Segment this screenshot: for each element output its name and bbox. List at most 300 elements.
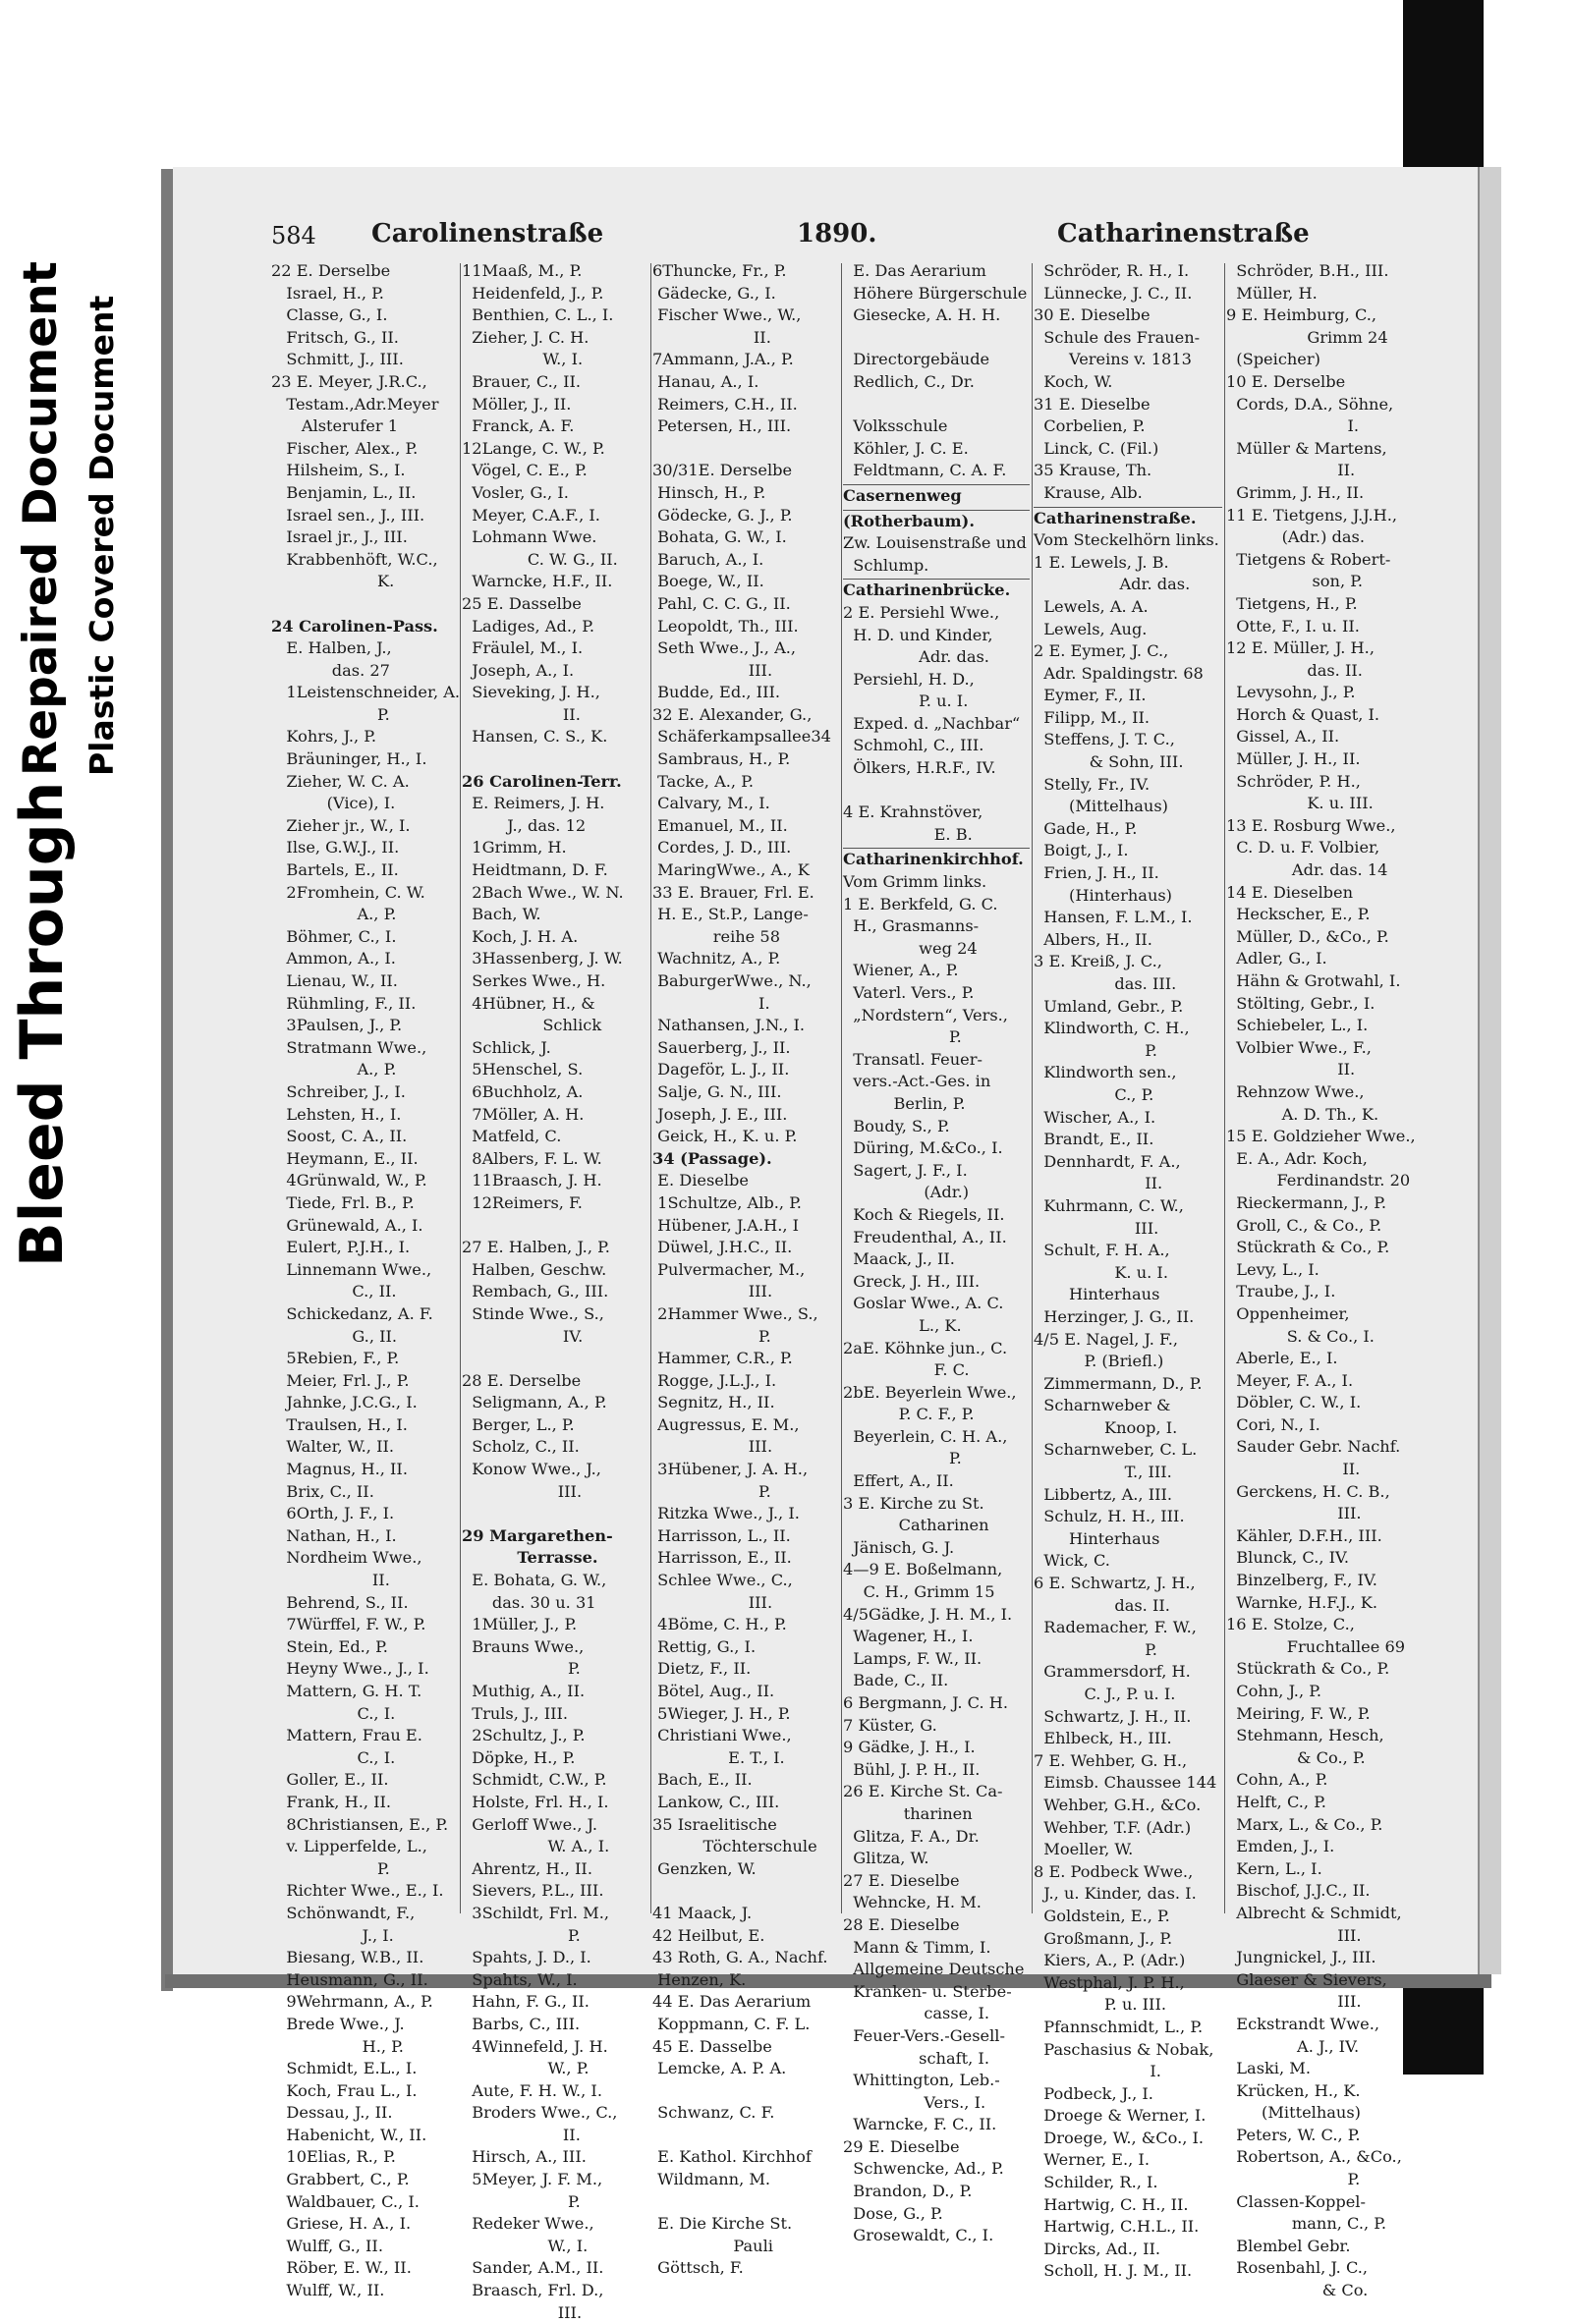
directory-entry-line: das. 30 u. 31: [462, 1592, 596, 1612]
directory-entry-line: 28 E. Derselbe: [462, 1370, 582, 1390]
directory-entry-line: MaringWwe., A., K: [652, 860, 810, 880]
directory-entry-line: Müller, D., &Co., P.: [1226, 926, 1389, 946]
directory-entry-line: Nathan, H., I.: [271, 1525, 397, 1545]
directory-entry-line: Reimers, C.H., II.: [652, 394, 798, 414]
directory-entry-line: 3Paulsen, J., P.: [271, 1016, 403, 1035]
directory-entry-line: 27 E. Halben, J., P.: [462, 1238, 610, 1257]
directory-entry-line: 4Winnefeld, J. H.: [462, 2036, 608, 2056]
directory-entry-line: Braasch, Frl. D.,: [462, 2281, 604, 2300]
directory-entry-line: Emden, J., I.: [1226, 1837, 1335, 1856]
directory-entry-line: [652, 438, 837, 461]
directory-entry-line: Exped. d. „Nachbar“: [843, 713, 1021, 733]
directory-entry-line: Podbeck, J., I.: [1034, 2083, 1153, 2103]
directory-entry-line: Effert, A., II.: [843, 1471, 954, 1491]
directory-entry-line: Richter Wwe., E., I.: [271, 1881, 444, 1901]
directory-entry-line: C., P.: [1034, 1084, 1154, 1104]
directory-entry-line: Mattern, G. H. T.: [271, 1682, 422, 1700]
directory-entry-line: Calvary, M., I.: [652, 794, 770, 813]
directory-entry-line: 5Rebien, F., P.: [271, 1349, 400, 1368]
directory-entry-line: Wagener, H., I.: [843, 1627, 974, 1646]
directory-entry-line: P.: [271, 704, 390, 724]
directory-entry-line: P.: [271, 1858, 390, 1878]
directory-entry-line: Habenicht, W., II.: [271, 2125, 427, 2144]
directory-entry-line: Rembach, G., III.: [462, 1282, 609, 1301]
directory-entry-line: Ladiges, Ad., P.: [462, 616, 595, 636]
directory-entry-line: Wiener, A., P.: [843, 961, 959, 980]
directory-entry-line: Blunck, C., IV.: [1226, 1548, 1350, 1568]
directory-entry-line: 9 E. Heimburg, C.,: [1226, 305, 1377, 325]
directory-entry-line: 43 Roth, G. A., Nachf.: [652, 1948, 828, 1967]
directory-entry-line: Fischer Wwe., W.,: [652, 305, 802, 325]
directory-entry-line: Bach, E., II.: [652, 1770, 753, 1790]
directory-entry-line: Horch & Quast, I.: [1226, 704, 1380, 724]
directory-entry-line: Meyer, F. A., I.: [1226, 1370, 1354, 1390]
directory-entry-line: Röber, E. W., II.: [271, 2258, 412, 2278]
directory-entry-line: [462, 748, 646, 771]
directory-entry-line: Schönwandt, F.,: [271, 1903, 416, 1922]
directory-entry-line: Moeller, W.: [1034, 1840, 1134, 1859]
directory-entry-line: Glitza, F. A., Dr.: [843, 1826, 980, 1846]
directory-entry-line: Giesecke, A. H. H.: [843, 305, 1001, 325]
directory-entry-line: Serkes Wwe., H.: [462, 971, 606, 990]
directory-entry-line: Nordheim Wwe.,: [271, 1548, 422, 1568]
directory-entry-line: Traulsen, H., I.: [271, 1414, 408, 1434]
directory-entry-line: Adler, G., I.: [1226, 949, 1327, 968]
directory-entry-line: [652, 2191, 837, 2214]
directory-entry-line: Tietgens, H., P.: [1226, 593, 1358, 613]
running-header: [271, 219, 1399, 258]
directory-entry-line: II.: [1226, 461, 1356, 480]
directory-entry-line: Baruch, A., I.: [652, 549, 764, 569]
directory-entry-line: Wischer, A., I.: [1034, 1107, 1156, 1127]
column-rule: [841, 263, 842, 1913]
directory-entry-line: Schlick: [462, 1016, 602, 1035]
directory-entry-line: Müller & Martens,: [1226, 438, 1387, 458]
directory-entry-line: Kranken- u. Sterbe-: [843, 1981, 1012, 2001]
directory-entry-line: Lemcke, A. P. A.: [652, 2059, 787, 2078]
directory-entry-line: Brandt, E., II.: [1034, 1130, 1154, 1149]
directory-entry-line: Berger, L., P.: [462, 1414, 575, 1434]
directory-entry-line: W. A., I.: [462, 1837, 610, 1856]
directory-entry-line: II.: [1034, 1174, 1163, 1193]
directory-entry-line: Nathansen, J.N., I.: [652, 1016, 806, 1035]
directory-entry-line: C., II.: [271, 1282, 397, 1301]
directory-entry-line: 2bE. Beyerlein Wwe.,: [843, 1382, 1017, 1402]
directory-entry-line: Dose, G., P.: [843, 2203, 943, 2223]
directory-entry-line: Helft, C., P.: [1226, 1792, 1326, 1811]
directory-entry-line: P.: [843, 1027, 962, 1047]
directory-entry-line: C., I.: [271, 1703, 396, 1723]
directory-entry-line: 6 Bergmann, J. C. H.: [843, 1693, 1009, 1712]
directory-entry-line: III.: [652, 1282, 773, 1301]
directory-entry-line: 10Elias, R., P.: [271, 2147, 396, 2167]
directory-entry-line: Krücken, H., K.: [1226, 2080, 1361, 2100]
directory-entry-line: Classe, G., I.: [271, 305, 388, 325]
directory-entry-line: schaft, I.: [843, 2048, 989, 2068]
directory-entry-line: Bohata, G. W., I.: [652, 527, 787, 547]
directory-entry-line: Albrecht & Schmidt,: [1226, 1903, 1402, 1922]
directory-entry-line: Fruchtallee 69: [1226, 1636, 1406, 1656]
directory-entry-line: E. Kathol. Kirchhof: [652, 2147, 812, 2167]
directory-entry-line: E. Halben, J.,: [271, 638, 392, 658]
directory-entry-line: 11Maaß, M., P.: [462, 261, 583, 280]
directory-entry-line: Bräuninger, H., I.: [271, 749, 427, 769]
directory-entry-line: 5Henschel, S.: [462, 1060, 584, 1079]
directory-entry-line: Oppenheimer,: [1226, 1303, 1350, 1323]
directory-entry-line: Wick, C.: [1034, 1551, 1110, 1571]
directory-entry-line: 3Hübener, J. A. H.,: [652, 1460, 809, 1479]
directory-entry-line: P. u. I.: [843, 692, 969, 711]
directory-entry-line: II.: [271, 1571, 390, 1590]
directory-entry-line: Scharnweber &: [1034, 1396, 1171, 1415]
directory-entry-line: 3 E. Kirche zu St.: [843, 1493, 984, 1513]
directory-entry-line: Rosenbahl, J. C.,: [1226, 2258, 1369, 2278]
directory-entry-line: Lewels, Aug.: [1034, 619, 1148, 638]
directory-entry-line: Redlich, C., Dr.: [843, 371, 975, 391]
directory-entry-line: Mann & Timm, I.: [843, 1937, 991, 1957]
directory-entry-line: P. u. III.: [1034, 1995, 1166, 2015]
directory-entry-line: II.: [652, 327, 771, 347]
directory-entry-line: Fischer, Alex., P.: [271, 438, 419, 458]
directory-entry-line: Greck, J. H., III.: [843, 1271, 981, 1291]
directory-entry-line: Rehnzow Wwe.,: [1226, 1081, 1365, 1101]
directory-entry-line: Transatl. Feuer-: [843, 1049, 982, 1069]
directory-entry-line: P.: [1226, 2170, 1361, 2189]
directory-entry-line: 12 E. Müller, J. H.,: [1226, 638, 1375, 658]
directory-entry-line: das. II.: [1226, 660, 1363, 680]
directory-entry-line: III.: [1034, 1218, 1159, 1238]
directory-entry-line: Schreiber, J., I.: [271, 1081, 406, 1101]
directory-entry-line: Eulert, P.J.H., I.: [271, 1238, 411, 1257]
directory-entry-line: I.: [1034, 2062, 1161, 2081]
directory-column-4: [843, 260, 1030, 2245]
directory-entry-line: Meier, Frl. J., P.: [271, 1370, 410, 1390]
directory-entry-line: A. J., IV.: [1226, 2036, 1360, 2056]
directory-entry-line: F. C.: [843, 1360, 970, 1380]
directory-entry-line: Grammersdorf, H.: [1034, 1662, 1191, 1682]
directory-entry-line: Aberle, E., I.: [1226, 1349, 1338, 1368]
directory-entry-line: Whittington, Leb.-: [843, 2071, 1000, 2090]
directory-entry-line: 1 E. Berkfeld, G. C.: [843, 894, 998, 913]
directory-entry-line: Catharinenkirchhof.: [843, 848, 1030, 871]
directory-entry-line: 9Wehrmann, A., P.: [271, 1992, 433, 2012]
directory-entry-line: Kiers, A., P. (Adr.): [1034, 1951, 1186, 1970]
directory-entry-line: Vom Steckelhörn links.: [1034, 530, 1219, 550]
directory-entry-line: Gissel, A., II.: [1226, 727, 1340, 747]
directory-entry-line: Cori, N., I.: [1226, 1414, 1320, 1434]
directory-entry-line: 11Braasch, J. H.: [462, 1171, 602, 1190]
directory-entry-line: Gädecke, G., I.: [652, 283, 776, 303]
directory-entry-line: Marx, L., & Co., P.: [1226, 1814, 1383, 1834]
directory-entry-line: 11 E. Tietgens, J.J.H.,: [1226, 505, 1398, 525]
directory-entry-line: 23 E. Meyer, J.R.C.,: [271, 371, 427, 391]
directory-entry-line: 9 Gädke, J. H., I.: [843, 1738, 976, 1757]
directory-entry-line: Döbler, C. W., I.: [1226, 1393, 1362, 1412]
directory-entry-line: Schule des Frauen-: [1034, 327, 1201, 347]
directory-entry-line: das. II.: [1034, 1595, 1170, 1615]
directory-entry-line: Grosewaldt, C., I.: [843, 2226, 994, 2245]
directory-entry-line: Stinde Wwe., S.,: [462, 1303, 604, 1323]
directory-entry-line: Bötel, Aug., II.: [652, 1682, 775, 1700]
directory-entry-line: Bühl, J. P. H., II.: [843, 1759, 981, 1779]
directory-entry-line: Lewels, A. A.: [1034, 596, 1149, 616]
directory-entry-line: Filipp, M., II.: [1034, 707, 1151, 727]
directory-entry-line: Kähler, D.F.H., III.: [1226, 1525, 1382, 1545]
directory-entry-line: Koch, W.: [1034, 371, 1113, 391]
directory-entry-line: Koch, Frau L., I.: [271, 2080, 418, 2100]
directory-entry-line: Vögel, C. E., P.: [462, 461, 588, 480]
directory-entry-line: E. A., Adr. Koch,: [1226, 1148, 1368, 1168]
directory-entry-line: 26 Carolinen-Terr.: [462, 771, 622, 791]
directory-entry-line: 22 E. Derselbe: [271, 261, 391, 280]
directory-entry-line: Brandon, D., P.: [843, 2182, 973, 2201]
directory-entry-line: Boege, W., II.: [652, 572, 764, 591]
directory-entry-line: Adr. das.: [843, 647, 989, 667]
directory-entry-line: S. & Co., I.: [1226, 1326, 1375, 1346]
directory-entry-line: Israel sen., J., III.: [271, 505, 425, 525]
directory-entry-line: Lünnecke, J. C., II.: [1034, 283, 1193, 303]
directory-column-6: [1226, 260, 1419, 2300]
directory-entry-line: Levy, L., I.: [1226, 1259, 1319, 1279]
directory-entry-line: Jänisch, G. J.: [843, 1537, 955, 1557]
directory-entry-line: Lankow, C., III.: [652, 1792, 780, 1811]
directory-entry-line: Ehlbeck, H., III.: [1034, 1729, 1172, 1748]
directory-entry-line: Holste, Frl. H., I.: [462, 1792, 609, 1811]
directory-entry-line: Sambraus, H., P.: [652, 749, 791, 769]
directory-entry-line: P.: [652, 1326, 771, 1346]
directory-entry-line: Schmidt, C.W., P.: [462, 1770, 607, 1790]
directory-entry-line: Robertson, A., &Co.,: [1226, 2147, 1402, 2167]
directory-entry-line: Spahts, J. D., I.: [462, 1948, 591, 1967]
directory-entry-line: Harrisson, L., II.: [652, 1525, 791, 1545]
directory-entry-line: Terrasse.: [462, 1548, 598, 1568]
directory-entry-line: [843, 780, 1030, 802]
directory-entry-line: 10 E. Derselbe: [1226, 371, 1346, 391]
directory-entry-line: III.: [1226, 1925, 1362, 1945]
directory-entry-line: Schult, F. H. A.,: [1034, 1241, 1170, 1260]
directory-entry-line: Warncke, F. C., II.: [843, 2115, 997, 2134]
header-right-street: Catharinenstraße: [1057, 219, 1310, 249]
directory-entry-line: 13 E. Rosburg Wwe.,: [1226, 815, 1396, 835]
directory-entry-line: Brede Wwe., J.: [271, 2014, 405, 2033]
directory-entry-line: 15 E. Goldzieher Wwe.,: [1226, 1127, 1416, 1146]
directory-entry-line: 12Reimers, F.: [462, 1192, 583, 1212]
directory-entry-line: Soost, C. A., II.: [271, 1127, 408, 1146]
directory-entry-line: Rühmling, F., II.: [271, 993, 417, 1013]
directory-entry-line: Brauer, C., II.: [462, 371, 582, 391]
directory-entry-line: son, P.: [1226, 572, 1363, 591]
directory-entry-line: III.: [652, 1437, 773, 1457]
directory-entry-line: Kohrs, J., P.: [271, 727, 377, 747]
directory-entry-line: Adr. Spaldingstr. 68: [1034, 663, 1204, 683]
directory-entry-line: Blembel Gebr.: [1226, 2236, 1351, 2255]
directory-entry-line: III.: [1226, 1992, 1362, 2012]
directory-entry-line: Schwencke, Ad., P.: [843, 2159, 1004, 2179]
directory-entry-line: W., P.: [462, 2059, 590, 2078]
directory-entry-line: Hanau, A., I.: [652, 371, 759, 391]
directory-entry-line: Bischof, J.J.C., II.: [1226, 1881, 1371, 1901]
directory-entry-line: [652, 2080, 837, 2103]
directory-entry-line: Muthig, A., II.: [462, 1682, 586, 1700]
directory-entry-line: Vers., I.: [843, 2092, 986, 2112]
directory-entry-line: Christiani Wwe.,: [652, 1726, 792, 1745]
directory-entry-line: Adr. das.: [1034, 575, 1191, 594]
directory-entry-line: E. T., I.: [652, 1747, 785, 1767]
directory-entry-line: (Mittelhaus): [1226, 2103, 1361, 2123]
directory-entry-line: P. C. F., P.: [843, 1405, 975, 1424]
directory-entry-line: Düwel, J.H.C., II.: [652, 1238, 793, 1257]
plastic-covered-label: Plastic Covered Document: [83, 295, 121, 776]
directory-entry-line: Volksschule: [843, 416, 948, 436]
directory-entry-line: H., P.: [271, 2036, 404, 2056]
directory-entry-line: Groll, C., & Co., P.: [1226, 1215, 1382, 1235]
directory-entry-line: Catharinen: [843, 1516, 989, 1535]
directory-entry-line: Hinterhaus: [1034, 1285, 1160, 1304]
directory-entry-line: Hammer, C.R., P.: [652, 1349, 793, 1368]
directory-entry-line: 2 E. Persiehl Wwe.,: [843, 602, 1000, 622]
directory-entry-line: Augressus, E. M.,: [652, 1414, 800, 1434]
directory-entry-line: Seth Wwe., J., A.,: [652, 638, 797, 658]
directory-entry-line: [843, 327, 1030, 350]
directory-entry-line: Schmohl, C., III.: [843, 736, 984, 755]
directory-entry-line: J., u. Kinder, das. I.: [1034, 1884, 1197, 1904]
directory-entry-line: 30/31E. Derselbe: [652, 461, 793, 480]
directory-entry-line: Volbier Wwe., F.,: [1226, 1037, 1372, 1057]
directory-entry-line: Heidtmann, D. F.: [462, 860, 608, 880]
directory-entry-line: 2 E. Eymer, J. C.,: [1034, 641, 1169, 661]
directory-entry-line: Fräulel, M., I.: [462, 638, 584, 658]
directory-entry-line: mann, C., P.: [1226, 2214, 1387, 2234]
directory-entry-line: Göttsch, F.: [652, 2258, 744, 2278]
directory-entry-line: III.: [652, 1592, 773, 1612]
directory-entry-line: C. H., Grimm 15: [843, 1582, 995, 1602]
directory-entry-line: Ferdinandstr. 20: [1226, 1171, 1411, 1190]
directory-entry-line: casse, I.: [843, 2004, 990, 2023]
directory-entry-line: Höhere Bürgerschule: [843, 283, 1028, 303]
directory-entry-line: Koch & Riegels, II.: [843, 1204, 1005, 1224]
directory-entry-line: C. J., P. u. I.: [1034, 1685, 1176, 1703]
directory-entry-line: 2Fromhein, C. W.: [271, 882, 425, 902]
directory-entry-line: Levysohn, J., P.: [1226, 683, 1356, 702]
directory-entry-line: Hilsheim, S., I.: [271, 461, 406, 480]
directory-entry-line: W., I.: [462, 350, 584, 369]
directory-entry-line: Paschasius & Nobak,: [1034, 2039, 1214, 2059]
column-rule: [650, 263, 651, 1913]
directory-entry-line: Klindworth sen.,: [1034, 1063, 1177, 1082]
directory-entry-line: Schiebeler, L., I.: [1226, 1016, 1369, 1035]
directory-entry-line: Goslar Wwe., A. C.: [843, 1294, 1004, 1313]
directory-entry-line: Tietgens & Robert-: [1226, 549, 1391, 569]
directory-entry-line: Dageför, L. J., II.: [652, 1060, 790, 1079]
directory-entry-line: Pulvermacher, M.,: [652, 1259, 806, 1279]
directory-entry-line: II.: [1226, 1460, 1361, 1479]
directory-entry-line: 6Thuncke, Fr., P.: [652, 261, 787, 280]
directory-entry-line: Laski, M.: [1226, 2059, 1311, 2078]
directory-entry-line: Meiring, F. W., P.: [1226, 1703, 1371, 1723]
directory-entry-line: Ammon, A., I.: [271, 949, 396, 968]
directory-entry-line: Stölting, Gebr., I.: [1226, 993, 1376, 1013]
directory-entry-line: Heidenfeld, J., P.: [462, 283, 604, 303]
header-left-street: Carolinenstraße: [371, 219, 604, 249]
directory-entry-line: Cohn, A., P.: [1226, 1770, 1328, 1790]
directory-entry-line: Sievers, P.L., III.: [462, 1881, 604, 1901]
directory-entry-line: Beyerlein, C. H. A.,: [843, 1426, 1008, 1446]
directory-entry-line: vers.-Act.-Ges. in: [843, 1072, 991, 1091]
directory-entry-line: Umland, Gebr., P.: [1034, 996, 1184, 1016]
directory-entry-line: Dennhardt, F. A.,: [1034, 1151, 1181, 1171]
directory-entry-line: BaburgerWwe., N.,: [652, 971, 812, 990]
directory-entry-line: Stehmann, Hesch,: [1226, 1726, 1384, 1745]
directory-entry-line: Schwartz, J. H., II.: [1034, 1706, 1192, 1726]
directory-entry-line: 2Hammer Wwe., S.,: [652, 1303, 818, 1323]
directory-entry-line: Glaeser & Sievers,: [1226, 1969, 1387, 1989]
directory-entry-line: Sauder Gebr. Nachf.: [1226, 1437, 1401, 1457]
directory-entry-line: T., III.: [1034, 1463, 1172, 1482]
directory-entry-line: Klindworth, C. H.,: [1034, 1019, 1190, 1038]
directory-entry-line: (Adr.): [843, 1183, 970, 1202]
directory-entry-line: Droege & Werner, I.: [1034, 2106, 1207, 2126]
directory-entry-line: Hartwig, C. H., II.: [1034, 2194, 1189, 2214]
directory-entry-line: [462, 1503, 646, 1525]
directory-entry-line: reihe 58: [652, 926, 780, 946]
directory-entry-line: Sieveking, J. H.,: [462, 683, 600, 702]
directory-entry-line: Schlee Wwe., C.,: [652, 1571, 793, 1590]
directory-entry-line: Krause, Alb.: [1034, 482, 1143, 502]
directory-entry-line: P.: [462, 1925, 581, 1945]
directory-entry-line: Hansen, C. S., K.: [462, 727, 608, 747]
directory-entry-line: Scholl, H. J. M., II.: [1034, 2261, 1193, 2281]
directory-entry-line: Krabbenhöft, W.C.,: [271, 549, 438, 569]
directory-entry-line: Israel jr., J., III.: [271, 527, 408, 547]
directory-entry-line: 7Würffel, F. W., P.: [271, 1615, 426, 1634]
directory-entry-line: Libbertz, A., III.: [1034, 1484, 1173, 1504]
directory-entry-line: Benjamin, L., II.: [271, 482, 417, 502]
directory-entry-line: [652, 2125, 837, 2147]
directory-entry-line: 25 E. Dasselbe: [462, 593, 582, 613]
directory-entry-line: Hirsch, A., III.: [462, 2147, 587, 2167]
directory-entry-line: Wulff, W., II.: [271, 2281, 385, 2300]
binding-edge-top: [1403, 0, 1484, 172]
directory-entry-line: P.: [843, 1449, 962, 1468]
directory-entry-line: Broders Wwe., C.,: [462, 2103, 618, 2123]
directory-entry-line: & Co.: [1226, 2281, 1369, 2300]
directory-entry-line: 1Müller, J., P.: [462, 1615, 578, 1634]
directory-entry-line: „Nordstern“, Vers.,: [843, 1005, 1008, 1024]
directory-entry-line: Vosler, G., I.: [462, 482, 569, 502]
directory-entry-line: Warncke, H.F., II.: [462, 572, 613, 591]
directory-entry-line: Segnitz, H., II.: [652, 1393, 775, 1412]
directory-entry-line: Hinsch, H., P.: [652, 482, 766, 502]
directory-entry-line: Waldbauer, C., I.: [271, 2191, 420, 2211]
directory-entry-line: Grimm 24: [1226, 327, 1388, 347]
directory-entry-line: 4Grünwald, W., P.: [271, 1171, 427, 1190]
directory-entry-line: Leopoldt, Th., III.: [652, 616, 799, 636]
directory-entry-line: Jahnke, J.C.G., I.: [271, 1393, 418, 1412]
directory-entry-line: P.: [462, 1659, 581, 1679]
directory-entry-line: 30 E. Dieselbe: [1034, 305, 1151, 325]
directory-entry-line: Hähn & Grotwahl, I.: [1226, 971, 1401, 990]
directory-entry-line: Vom Grimm links.: [843, 872, 987, 892]
directory-entry-line: 5Meyer, J. F. M.,: [462, 2170, 603, 2189]
directory-entry-line: Lohmann Wwe.: [462, 527, 597, 547]
directory-entry-line: Ritzka Wwe., J., I.: [652, 1504, 800, 1523]
directory-entry-line: weg 24: [843, 938, 978, 958]
directory-entry-line: Bach, W.: [462, 905, 541, 924]
directory-entry-line: 7 Küster, G.: [843, 1715, 937, 1735]
directory-entry-line: Schilder, R., I.: [1034, 2173, 1158, 2192]
directory-entry-line: 3 E. Kreiß, J. C.,: [1034, 952, 1162, 971]
directory-entry-line: Binzelberg, F., IV.: [1226, 1571, 1377, 1590]
